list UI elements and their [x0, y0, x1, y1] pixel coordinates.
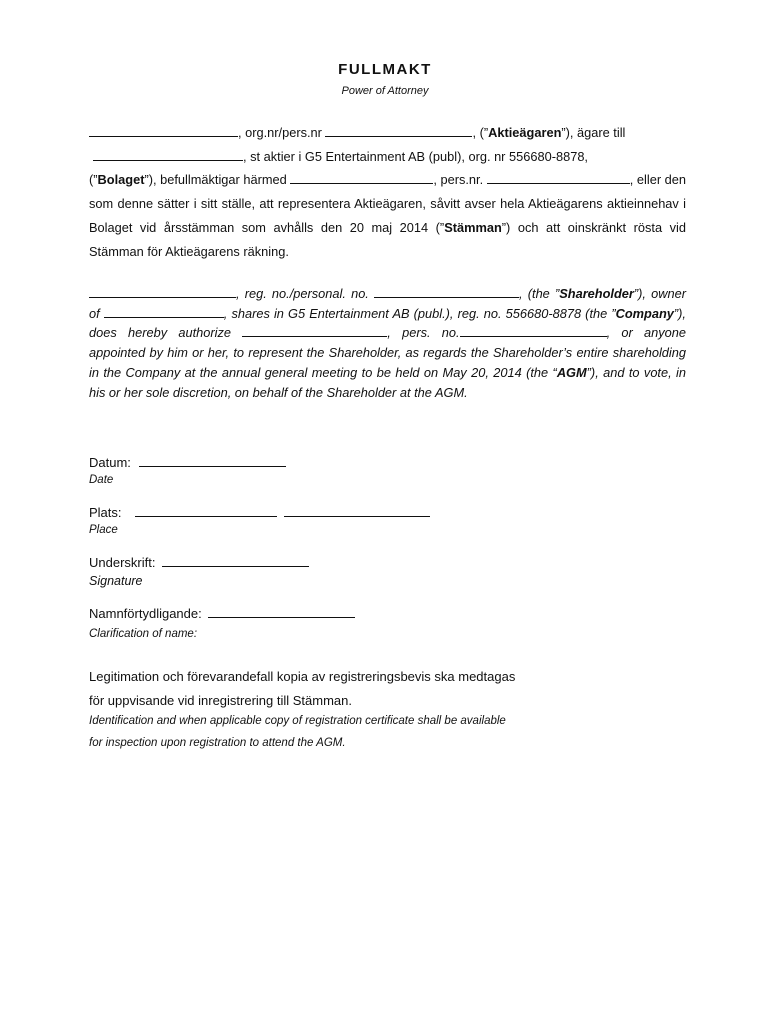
term-agm: AGM: [556, 364, 587, 380]
note-sv-line-2: för uppvisande vid inregistrering till Stämman.: [89, 693, 353, 708]
term-company: Company: [615, 305, 674, 321]
datum-field: [89, 454, 286, 470]
blank-field-share-count-en[interactable]: [104, 305, 224, 318]
term-aktieagaren: Aktieägaren: [488, 125, 562, 140]
underskrift-line[interactable]: [162, 554, 309, 567]
clarification-label-en: Clarification of name:: [89, 628, 198, 640]
namn-line[interactable]: [208, 605, 355, 618]
plats-line-1[interactable]: [135, 504, 277, 517]
place-label-en: Place: [89, 524, 118, 536]
document-subtitle: Power of Attorney: [341, 85, 429, 97]
document-title: FULLMAKT: [338, 61, 432, 78]
blank-field-owner-name[interactable]: [89, 124, 238, 137]
namn-field: [89, 605, 355, 621]
blank-field-proxy-pers-no[interactable]: [460, 324, 607, 337]
blank-field-reg-no[interactable]: [374, 285, 519, 298]
plats-label: Plats:: [89, 505, 122, 520]
blank-field-proxy-name-en[interactable]: [242, 324, 387, 337]
date-label-en: Date: [89, 474, 114, 486]
underskrift-field: [89, 554, 309, 570]
blank-field-proxy-name[interactable]: [290, 171, 433, 184]
note-en-line-2: for inspection upon registration to attend the AGM.: [89, 737, 346, 749]
term-shareholder: Shareholder: [559, 286, 634, 301]
datum-line[interactable]: [139, 454, 286, 467]
english-paragraph: , reg. no./personal. no. , (the ”Shareholder”), owner of , shares in G5 Entertainment AB (publ.), reg. no. 556680-8878 (the ”Company”), does hereby authorize , pers. no. , or anyone appointed by him or her, to represent the Shareholder, as regards the Shareholder’s entire shareholding in the Company at the annual general meeting to be held on May 20, 2014 (the “AGM”), and to vote, in his or her sole discretion, on behalf of the Shareholder at the AGM.: [89, 286, 687, 400]
underskrift-label: Underskrift:: [89, 555, 156, 570]
term-bolaget: Bolaget: [97, 172, 145, 188]
plats-line-2[interactable]: [284, 504, 430, 517]
note-en-line-1: Identification and when applicable copy of registration certificate shall be available: [89, 715, 506, 727]
term-stamman: Stämman: [444, 219, 502, 235]
blank-field-org-nr[interactable]: [325, 124, 472, 137]
blank-field-share-count[interactable]: [93, 148, 243, 161]
swedish-paragraph: , org.nr/pers.nr , (”Aktieägaren”), ägare till , st aktier i G5 Entertainment AB (publ), org. nr 556680-8878, (”Bolaget”), befullmäktigar härmed , pers.nr. , eller den som denne sätter i sitt ställe, att representera Aktieägaren, såvitt avser hela Aktieägarens aktieinnehav i Bolaget vid årsstämman som avhålls den 20 maj 2014 (”Stämman”) och att oinskränkt rösta vid Stämman för Aktieägarens räkning.: [89, 125, 687, 259]
blank-field-shareholder-name[interactable]: [89, 285, 236, 298]
signature-label-en: Signature: [89, 574, 143, 588]
plats-field: [89, 504, 430, 520]
namn-label: Namnförtydligande:: [89, 606, 202, 621]
note-sv-line-1: Legitimation och förevarandefall kopia av registreringsbevis ska medtagas: [89, 669, 516, 684]
datum-label: Datum:: [89, 455, 131, 470]
blank-field-proxy-pers-nr[interactable]: [487, 171, 630, 184]
